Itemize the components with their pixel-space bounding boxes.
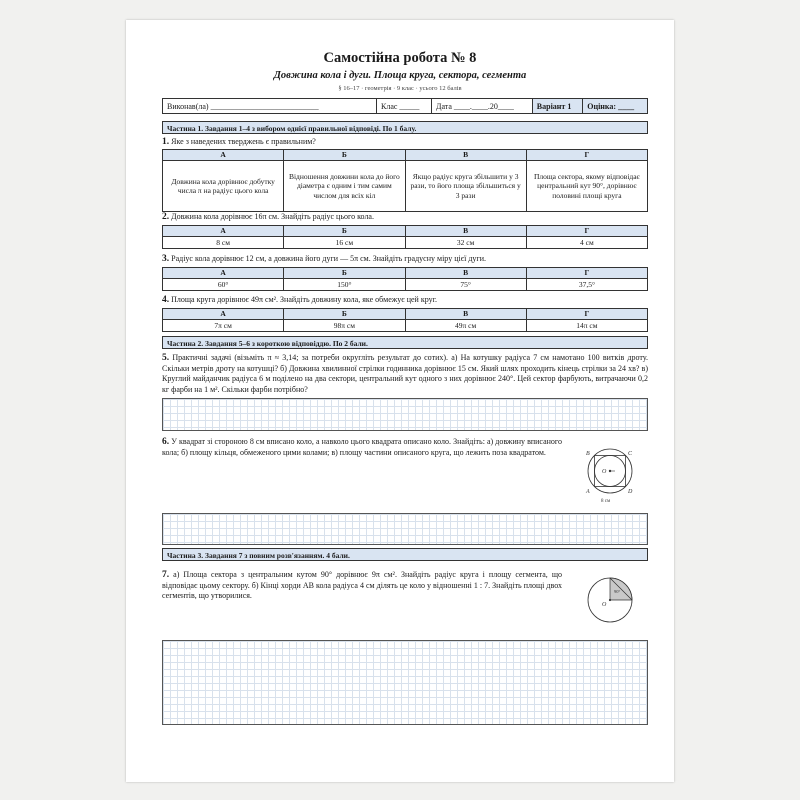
option-letter: А bbox=[163, 150, 284, 161]
question-4-text: Площа круга дорівнює 49π см². Знайдіть довжину кола, яке обмежує цей круг. bbox=[171, 295, 437, 304]
grade-field[interactable]: Оцінка: ____ bbox=[583, 99, 648, 114]
answer-option[interactable]: 7π см bbox=[163, 320, 284, 332]
part-2-header: Частина 2. Завдання 5–6 з короткою відповіддю. По 2 бали. bbox=[162, 336, 648, 349]
question-5-answer-area[interactable] bbox=[162, 398, 648, 431]
option-letter: А bbox=[163, 268, 284, 279]
figure-label-c: C bbox=[628, 451, 633, 457]
question-5-text: Практичні задачі (візьміть π ≈ 3,14; за потреби округліть результат до сотих). а) На котушку радіуса 7 см намотано 100 витків дроту. Скільки метрів дроту на котушці? б) Довжина хвилинної стрілки годинника дорівнює 15 см. Який шлях проходить кінець стрілки за 24 хв? в) Круглий майданчик радіуса 6 м поділено на два сектори, центральний кут одного з них дорівнює 240°. Цей сектор фарбують, витрачаючи 0,2 кг фарби на 1 м². Скільки фарби потрібно? bbox=[162, 353, 648, 394]
option-letter: В bbox=[405, 150, 526, 161]
option-letter: В bbox=[405, 226, 526, 237]
option-letter: Г bbox=[526, 309, 647, 320]
question-1-answers bbox=[162, 149, 648, 212]
page-meta: § 16–17 · геометрія · 9 клас · усього 12 балів bbox=[338, 85, 462, 92]
option-letter: Г bbox=[526, 150, 647, 161]
question-2 bbox=[162, 212, 648, 223]
option-letter: Г bbox=[526, 226, 647, 237]
question-4-number: 4. bbox=[162, 295, 170, 305]
option-letter: Б bbox=[284, 226, 405, 237]
answer-option[interactable]: 37,5° bbox=[526, 279, 647, 291]
question-7-text: а) Площа сектора з центральним кутом 90° дорівнює 9π см². Знайдіть радіус круга і площу сегмента, що відповідає цьому сектору. б) Кінці хорди AB кола радіуса 4 см ділять це коло у відношенні 1 : 7. Знайдіть площі двох сегментів, що утворилися. bbox=[162, 570, 562, 600]
figure-label-o: O bbox=[602, 469, 607, 475]
question-1-number: 1. bbox=[162, 137, 170, 147]
variant-label: Варіант 1 bbox=[532, 99, 582, 114]
worksheet-page bbox=[126, 20, 674, 782]
answer-option[interactable]: Якщо радіус круга збільшити у 3 рази, то його площа збільшиться у 3 рази bbox=[405, 161, 526, 212]
student-info-header bbox=[162, 98, 648, 114]
question-6 bbox=[162, 437, 562, 458]
question-1 bbox=[162, 137, 648, 148]
question-4 bbox=[162, 295, 648, 306]
answer-option[interactable]: 8 см bbox=[163, 237, 284, 249]
question-3-number: 3. bbox=[162, 254, 170, 264]
answer-option[interactable]: 14π см bbox=[526, 320, 647, 332]
question-6-number: 6. bbox=[162, 437, 170, 447]
answer-option[interactable]: Відношення довжини кола до його діаметра є одним і тим самим числом для всіх кіл bbox=[284, 161, 405, 212]
question-7-number: 7. bbox=[162, 570, 170, 580]
question-5-number: 5. bbox=[162, 353, 170, 363]
answer-option[interactable]: 150° bbox=[284, 279, 405, 291]
part-1-header: Частина 1. Завдання 1–4 з вибором однієї правильної відповіді. По 1 балу. bbox=[162, 121, 648, 134]
option-letter: Б bbox=[284, 268, 405, 279]
option-letter: А bbox=[163, 309, 284, 320]
class-field[interactable]: Клас _____ bbox=[377, 99, 432, 114]
answer-option[interactable]: 32 см bbox=[405, 237, 526, 249]
question-7 bbox=[162, 570, 562, 602]
answer-option[interactable]: Довжина кола дорівнює добутку числа π на радіус цього кола bbox=[163, 161, 284, 212]
option-letter: Б bbox=[284, 150, 405, 161]
question-2-text: Довжина кола дорівнює 16π см. Знайдіть радіус цього кола. bbox=[171, 212, 374, 221]
answer-option[interactable]: 98π см bbox=[284, 320, 405, 332]
question-7-answer-area[interactable] bbox=[162, 640, 648, 725]
answer-option[interactable]: Площа сектора, якому відповідає центральний кут 90°, дорівнює половині площі круга bbox=[526, 161, 647, 212]
question-6-answer-area[interactable] bbox=[162, 513, 648, 545]
option-letter: В bbox=[405, 309, 526, 320]
option-letter: В bbox=[405, 268, 526, 279]
answer-option[interactable]: 16 см bbox=[284, 237, 405, 249]
sector-angle-label: 90° bbox=[614, 589, 621, 594]
question-2-answers bbox=[162, 225, 648, 249]
question-1-text: Яке з наведених тверджень є правильним? bbox=[171, 137, 316, 146]
question-3 bbox=[162, 254, 648, 265]
option-letter: Б bbox=[284, 309, 405, 320]
answer-option[interactable]: 4 см bbox=[526, 237, 647, 249]
option-letter: А bbox=[163, 226, 284, 237]
figure-label-a: A bbox=[586, 489, 590, 495]
answer-option[interactable]: 75° bbox=[405, 279, 526, 291]
figure-label-d: D bbox=[628, 489, 633, 495]
question-3-answers bbox=[162, 267, 648, 291]
figure-side-label: 8 см bbox=[601, 499, 611, 504]
part-3-header: Частина 3. Завдання 7 з повним розв'язанням. 4 бали. bbox=[162, 548, 648, 561]
page-title: Самостійна робота № 8 bbox=[323, 50, 477, 66]
question-6-text: У квадрат зі стороною 8 см вписано коло, а навколо цього квадрата описано коло. Знайдіть: а) довжину вписаного кола; б) площу кільця, обмеженого цими колами; в) площу частини описаного круга, що лежить поза квадратом. bbox=[162, 437, 562, 457]
question-2-number: 2. bbox=[162, 212, 170, 222]
question-5 bbox=[162, 353, 648, 395]
answer-option[interactable]: 49π см bbox=[405, 320, 526, 332]
page-subtitle: Довжина кола і дуги. Площа круга, сектора, сегмента bbox=[273, 70, 527, 81]
square-circles-figure bbox=[582, 445, 638, 513]
date-field[interactable]: Дата ____.____.20____ bbox=[431, 99, 532, 114]
question-3-text: Радіус кола дорівнює 12 см, а довжина його дуги — 5π см. Знайдіть градусну міру цієї дуги. bbox=[171, 254, 486, 263]
sector-label-o: O bbox=[602, 602, 607, 608]
option-letter: Г bbox=[526, 268, 647, 279]
answer-option[interactable]: 60° bbox=[163, 279, 284, 291]
sector-figure bbox=[582, 572, 638, 628]
figure-label-b: B bbox=[586, 451, 590, 457]
sector-center-point bbox=[609, 599, 611, 601]
question-4-answers bbox=[162, 308, 648, 332]
student-name-field[interactable]: Виконав(ла) ___________________________ bbox=[163, 99, 377, 114]
